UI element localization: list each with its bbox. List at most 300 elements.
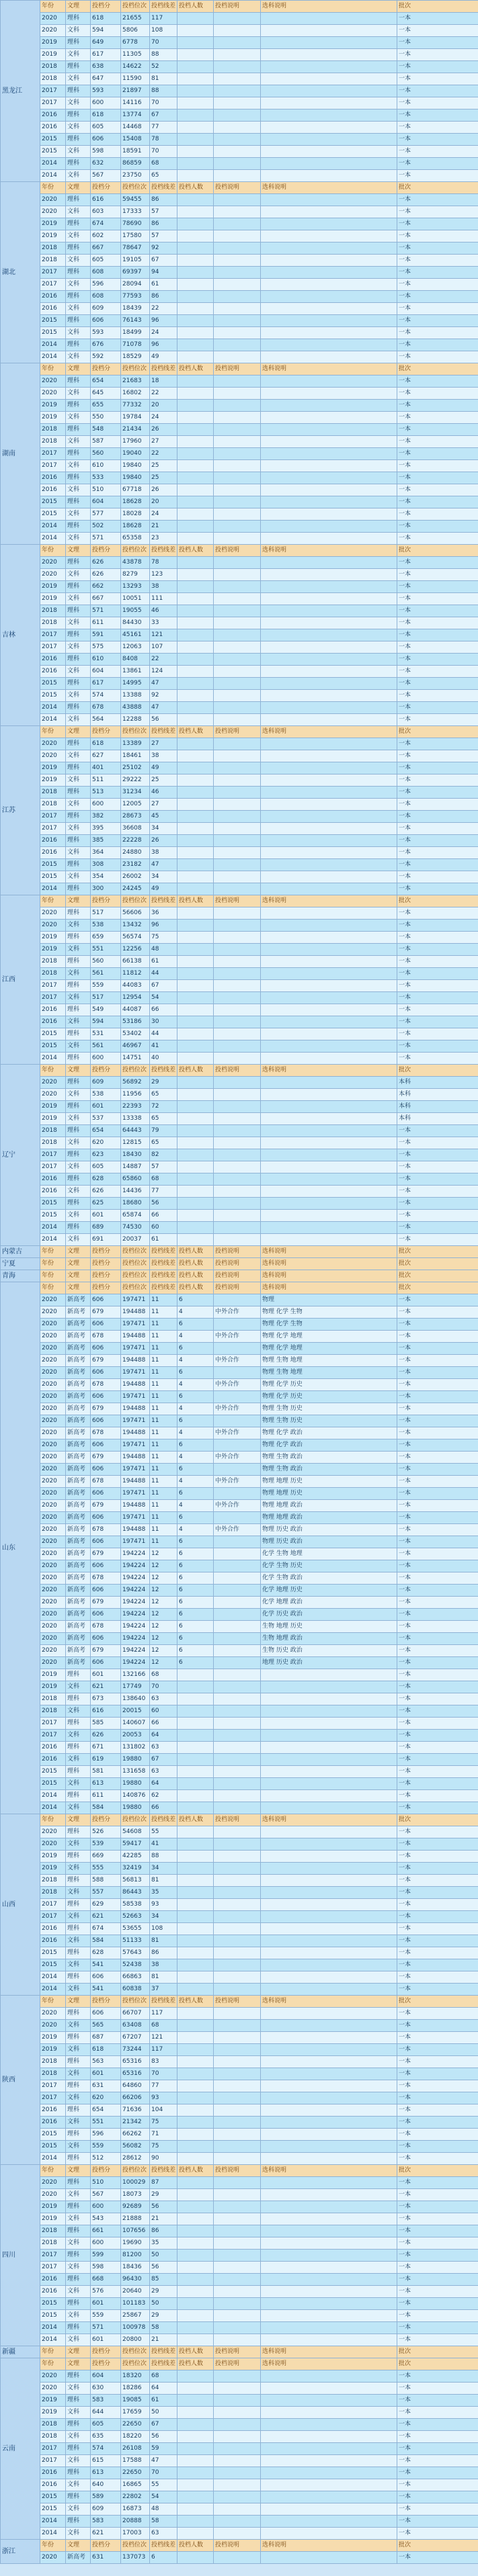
table-row <box>1 762 478 774</box>
table-cell <box>261 508 397 521</box>
table-cell <box>261 2129 397 2141</box>
table-cell: 18286 <box>121 2383 150 2395</box>
table-cell <box>261 351 397 363</box>
table-cell <box>214 787 261 799</box>
table-cell <box>177 738 214 750</box>
table-row <box>1 835 478 847</box>
table-cell <box>177 134 214 146</box>
table-row <box>1 1754 478 1766</box>
table-body <box>1 1 478 2564</box>
table-cell: 11 <box>150 1476 177 1488</box>
table-cell: 2020 <box>40 1379 66 1391</box>
table-cell <box>177 920 214 932</box>
table-cell <box>214 1935 261 1947</box>
table-cell: 645 <box>91 388 121 400</box>
table-cell: 77 <box>150 122 177 134</box>
table-cell: 678 <box>91 1572 121 1585</box>
table-cell <box>261 2237 397 2250</box>
table-cell: 一本 <box>397 1742 478 1754</box>
table-cell: 52 <box>150 61 177 73</box>
column-header: 投档分 <box>91 1246 121 1258</box>
table-row <box>1 1186 478 1198</box>
table-cell <box>214 1923 261 1935</box>
table-row <box>1 1113 478 1125</box>
table-cell: 2019 <box>40 932 66 944</box>
column-header: 投档线差 <box>150 1270 177 1282</box>
table-cell <box>177 2068 214 2080</box>
table-cell: 86 <box>150 1947 177 1959</box>
table-cell: 物理 化学 政治 <box>261 1439 397 1452</box>
table-cell: 6 <box>177 1319 214 1331</box>
table-cell: 593 <box>91 85 121 97</box>
table-cell: 41 <box>150 1040 177 1053</box>
table-cell: 一本 <box>397 2298 478 2310</box>
table-cell <box>177 1875 214 1887</box>
table-row <box>1 2177 478 2189</box>
table-cell <box>214 1101 261 1113</box>
table-cell: 678 <box>91 1476 121 1488</box>
table-cell <box>261 2528 397 2540</box>
column-header: 文理 <box>66 895 91 907</box>
table-cell: 一本 <box>397 2213 478 2225</box>
table-cell: 6 <box>177 1464 214 1476</box>
table-cell: 11 <box>150 1536 177 1548</box>
table-cell: 583 <box>91 2395 121 2407</box>
table-cell: 61 <box>150 2395 177 2407</box>
table-cell: 79 <box>150 1125 177 1137</box>
table-cell <box>261 2274 397 2286</box>
column-header: 投档位次 <box>121 1 150 13</box>
table-row <box>1 1234 478 1246</box>
table-cell: 20800 <box>121 2334 150 2346</box>
table-cell: 86 <box>150 218 177 230</box>
table-cell: 14622 <box>121 61 150 73</box>
table-cell <box>214 521 261 533</box>
table-cell: 67 <box>150 2419 177 2431</box>
column-header: 投档线差 <box>150 363 177 375</box>
table-cell <box>261 448 397 460</box>
table-cell: 文科 <box>66 1234 91 1246</box>
table-cell <box>177 1742 214 1754</box>
table-cell: 6 <box>177 1367 214 1379</box>
table-cell: 40 <box>150 1053 177 1065</box>
table-cell: 613 <box>91 2467 121 2479</box>
table-cell: 文科 <box>66 279 91 291</box>
table-row <box>1 1959 478 1971</box>
table-cell: 2020 <box>40 1331 66 1343</box>
table-cell: 一本 <box>397 2334 478 2346</box>
table-cell <box>214 1173 261 1186</box>
column-header: 投档位次 <box>121 1282 150 1294</box>
table-cell: 文科 <box>66 533 91 545</box>
table-cell <box>177 2443 214 2455</box>
table-cell: 6 <box>177 1560 214 1572</box>
table-cell: 49 <box>150 883 177 895</box>
table-cell: 60 <box>150 1222 177 1234</box>
table-cell: 51133 <box>121 1935 150 1947</box>
table-row <box>1 2286 478 2298</box>
table-cell <box>177 2274 214 2286</box>
table-cell: 2017 <box>40 2262 66 2274</box>
table-cell: 626 <box>91 1186 121 1198</box>
table-cell: 2016 <box>40 835 66 847</box>
table-cell <box>214 629 261 641</box>
table-cell: 2016 <box>40 109 66 122</box>
table-cell: 新高考 <box>66 1355 91 1367</box>
table-cell: 621 <box>91 1911 121 1923</box>
table-cell: 63 <box>150 2528 177 2540</box>
table-cell: 194224 <box>121 1548 150 1560</box>
table-cell: 36608 <box>121 823 150 835</box>
table-row <box>1 1536 478 1548</box>
table-cell: 21 <box>150 2213 177 2225</box>
table-cell: 593 <box>91 327 121 339</box>
table-cell: 2015 <box>40 1947 66 1959</box>
table-cell <box>214 1875 261 1887</box>
table-cell: 14887 <box>121 1161 150 1173</box>
column-header: 年份 <box>40 545 66 557</box>
table-cell: 69397 <box>121 267 150 279</box>
table-cell: 文科 <box>66 823 91 835</box>
table-cell: 63 <box>150 1693 177 1705</box>
table-cell <box>214 1560 261 1572</box>
table-row <box>1 1222 478 1234</box>
table-cell: 理科 <box>66 109 91 122</box>
table-cell: 563 <box>91 2056 121 2068</box>
table-cell: 物理 生物 地理 <box>261 1355 397 1367</box>
table-cell: 608 <box>91 291 121 303</box>
table-cell: 理科 <box>66 242 91 255</box>
table-cell: 28612 <box>121 2153 150 2165</box>
table-cell: 56 <box>150 2431 177 2443</box>
table-cell: 124 <box>150 666 177 678</box>
table-cell: 一本 <box>397 992 478 1004</box>
table-cell: 618 <box>91 2044 121 2056</box>
table-cell: 197471 <box>121 1464 150 1476</box>
table-cell: 新高考 <box>66 1319 91 1331</box>
table-cell: 2019 <box>40 581 66 593</box>
table-cell: 一本 <box>397 1572 478 1585</box>
table-row <box>1 1488 478 1500</box>
column-header: 投档说明 <box>214 182 261 194</box>
table-cell: 一本 <box>397 291 478 303</box>
table-cell <box>177 436 214 448</box>
table-cell <box>214 1077 261 1089</box>
table-cell <box>177 992 214 1004</box>
table-cell: 11 <box>150 1355 177 1367</box>
table-cell: 32419 <box>121 1863 150 1875</box>
table-cell: 23182 <box>121 859 150 871</box>
table-cell: 600 <box>91 799 121 811</box>
table-cell: 194488 <box>121 1306 150 1319</box>
table-row <box>1 920 478 932</box>
table-cell: 606 <box>91 134 121 146</box>
table-cell: 66707 <box>121 2008 150 2020</box>
table-row <box>1 1742 478 1754</box>
table-cell <box>177 472 214 484</box>
table-cell: 92689 <box>121 2201 150 2213</box>
table-cell: 18529 <box>121 351 150 363</box>
table-cell <box>214 1911 261 1923</box>
table-cell <box>177 388 214 400</box>
table-cell: 一本 <box>397 1959 478 1971</box>
table-cell: 理科 <box>66 1669 91 1681</box>
table-cell <box>177 907 214 920</box>
table-cell: 61 <box>150 279 177 291</box>
table-cell: 2018 <box>40 617 66 629</box>
table-cell <box>261 678 397 690</box>
table-cell: 606 <box>91 2008 121 2020</box>
table-cell: 化学 地理 历史 <box>261 1585 397 1597</box>
table-cell: 一本 <box>397 327 478 339</box>
table-cell: 理科 <box>66 557 91 569</box>
table-cell <box>214 1319 261 1331</box>
table-cell: 2020 <box>40 2177 66 2189</box>
table-cell: 6 <box>177 1415 214 1427</box>
table-cell <box>177 956 214 968</box>
table-cell: 58 <box>150 2322 177 2334</box>
table-cell: 理科 <box>66 194 91 206</box>
column-header: 文理 <box>66 2540 91 2552</box>
table-cell: 559 <box>91 980 121 992</box>
table-row <box>1 1705 478 1718</box>
table-cell <box>261 980 397 992</box>
table-cell: 2018 <box>40 2225 66 2237</box>
table-row <box>1 944 478 956</box>
table-cell: 一本 <box>397 1585 478 1597</box>
table-cell: 6 <box>177 1391 214 1403</box>
table-cell: 2017 <box>40 2092 66 2104</box>
table-cell: 86 <box>150 194 177 206</box>
table-cell <box>214 1621 261 1633</box>
table-cell <box>177 1016 214 1028</box>
table-cell <box>214 2104 261 2117</box>
table-cell: 2019 <box>40 2213 66 2225</box>
table-cell: 623 <box>91 1149 121 1161</box>
table-cell: 一本 <box>397 811 478 823</box>
column-header: 年份 <box>40 182 66 194</box>
table-cell: 一本 <box>397 2008 478 2020</box>
column-header: 投档说明 <box>214 726 261 738</box>
table-cell: 77 <box>150 1186 177 1198</box>
table-cell: 20888 <box>121 2516 150 2528</box>
table-cell: 59455 <box>121 194 150 206</box>
table-cell: 理科 <box>66 2516 91 2528</box>
table-cell: 2018 <box>40 2237 66 2250</box>
table-cell <box>177 97 214 109</box>
table-cell: 510 <box>91 484 121 496</box>
table-cell: 6 <box>177 1597 214 1609</box>
table-cell: 文科 <box>66 1778 91 1790</box>
table-cell <box>214 1125 261 1137</box>
table-cell: 86 <box>150 2225 177 2237</box>
column-header: 年份 <box>40 2346 66 2358</box>
table-cell: 理科 <box>66 2080 91 2092</box>
table-cell <box>214 883 261 895</box>
table-cell <box>214 2020 261 2032</box>
table-cell: 2020 <box>40 2189 66 2201</box>
table-cell: 物理 生物 历史 <box>261 1403 397 1415</box>
table-cell <box>261 1705 397 1718</box>
column-header: 选科说明 <box>261 1996 397 2008</box>
table-cell: 11 <box>150 1427 177 1439</box>
table-cell <box>214 2370 261 2383</box>
table-cell: 一本 <box>397 750 478 762</box>
table-cell: 一本 <box>397 2129 478 2141</box>
table-cell: 2015 <box>40 327 66 339</box>
table-cell: 2020 <box>40 2552 66 2564</box>
province-header-row <box>1 895 478 907</box>
table-cell: 77593 <box>121 291 150 303</box>
table-cell: 中外合作 <box>214 1379 261 1391</box>
column-header: 投档分 <box>91 545 121 557</box>
table-cell <box>261 1778 397 1790</box>
table-row <box>1 654 478 666</box>
table-cell: 一本 <box>397 2225 478 2237</box>
table-cell: 物理 化学 生物 <box>261 1306 397 1319</box>
table-cell: 37 <box>150 1984 177 1996</box>
table-cell <box>261 303 397 315</box>
table-row <box>1 1548 478 1560</box>
column-header: 投档位次 <box>121 1065 150 1077</box>
table-cell: 517 <box>91 907 121 920</box>
table-cell: 2015 <box>40 508 66 521</box>
table-cell: 140876 <box>121 1790 150 1802</box>
table-cell <box>261 2443 397 2455</box>
table-cell: 2017 <box>40 992 66 1004</box>
table-cell <box>261 122 397 134</box>
table-cell <box>177 375 214 388</box>
table-cell: 文科 <box>66 2286 91 2298</box>
column-header: 批次 <box>397 1270 478 1282</box>
table-cell: 理科 <box>66 1875 91 1887</box>
table-cell <box>261 883 397 895</box>
table-cell: 物理 生物 政治 <box>261 1464 397 1476</box>
table-cell: 19040 <box>121 448 150 460</box>
table-cell: 194224 <box>121 1657 150 1669</box>
table-cell <box>214 1959 261 1971</box>
table-cell: 一本 <box>397 2528 478 2540</box>
table-cell: 140607 <box>121 1718 150 1730</box>
table-row <box>1 666 478 678</box>
table-cell <box>261 2177 397 2189</box>
table-cell: 2019 <box>40 2032 66 2044</box>
table-cell: 30 <box>150 1016 177 1028</box>
table-row <box>1 1875 478 1887</box>
table-cell: 新高考 <box>66 1452 91 1464</box>
table-row <box>1 847 478 859</box>
table-cell: 文科 <box>66 388 91 400</box>
table-row <box>1 1838 478 1851</box>
table-cell <box>214 2056 261 2068</box>
table-cell: 34 <box>150 1911 177 1923</box>
table-cell: 2016 <box>40 666 66 678</box>
table-cell <box>177 811 214 823</box>
table-cell <box>177 1778 214 1790</box>
table-row <box>1 230 478 242</box>
table-cell: 194488 <box>121 1379 150 1391</box>
table-cell: 理科 <box>66 1101 91 1113</box>
table-cell: 6 <box>177 1657 214 1669</box>
table-cell <box>261 279 397 291</box>
table-cell: 6 <box>177 1343 214 1355</box>
table-cell: 66 <box>150 1718 177 1730</box>
table-cell <box>214 1186 261 1198</box>
table-cell: 文科 <box>66 2310 91 2322</box>
table-cell: 671 <box>91 1742 121 1754</box>
table-cell <box>261 629 397 641</box>
table-cell: 2014 <box>40 351 66 363</box>
table-cell: 一本 <box>397 412 478 424</box>
table-row <box>1 1766 478 1778</box>
table-cell: 601 <box>91 2298 121 2310</box>
table-cell: 2015 <box>40 146 66 158</box>
table-cell: 2019 <box>40 2407 66 2419</box>
table-cell: 文科 <box>66 617 91 629</box>
table-cell: 382 <box>91 811 121 823</box>
table-cell: 一本 <box>397 2189 478 2201</box>
table-cell <box>261 1838 397 1851</box>
table-cell: 606 <box>91 1415 121 1427</box>
table-cell: 一本 <box>397 1718 478 1730</box>
table-cell: 66863 <box>121 1971 150 1984</box>
table-cell: 2017 <box>40 448 66 460</box>
table-cell <box>261 1113 397 1125</box>
table-cell: 64 <box>150 1778 177 1790</box>
table-cell: 584 <box>91 1802 121 1814</box>
table-cell <box>214 1004 261 1016</box>
table-cell: 541 <box>91 1959 121 1971</box>
table-cell: 6778 <box>121 37 150 49</box>
table-cell: 一本 <box>397 2032 478 2044</box>
table-cell: 文科 <box>66 508 91 521</box>
table-cell <box>214 2431 261 2443</box>
table-cell <box>261 230 397 242</box>
table-cell <box>214 1149 261 1161</box>
table-cell: 511 <box>91 774 121 787</box>
table-cell: 581 <box>91 1766 121 1778</box>
column-header: 投档分 <box>91 363 121 375</box>
table-cell: 67718 <box>121 484 150 496</box>
table-row <box>1 2395 478 2407</box>
column-header: 文理 <box>66 2346 91 2358</box>
table-cell <box>177 1113 214 1125</box>
table-cell: 31234 <box>121 787 150 799</box>
table-row <box>1 1439 478 1452</box>
table-cell: 2016 <box>40 2479 66 2491</box>
table-cell: 28094 <box>121 279 150 291</box>
table-cell <box>177 2177 214 2189</box>
table-cell: 526 <box>91 1826 121 1838</box>
table-cell: 616 <box>91 194 121 206</box>
table-cell <box>177 1899 214 1911</box>
table-cell: 14751 <box>121 1053 150 1065</box>
column-header: 文理 <box>66 1258 91 1270</box>
table-cell <box>214 980 261 992</box>
table-cell: 20053 <box>121 1730 150 1742</box>
table-cell: 一本 <box>397 883 478 895</box>
table-cell: 68 <box>150 2370 177 2383</box>
column-header: 文理 <box>66 1814 91 1826</box>
table-row <box>1 170 478 182</box>
table-cell: 一本 <box>397 194 478 206</box>
table-cell <box>261 581 397 593</box>
table-cell: 606 <box>91 1343 121 1355</box>
table-cell <box>214 291 261 303</box>
table-cell: 83 <box>150 2056 177 2068</box>
table-cell <box>177 158 214 170</box>
table-cell: 文科 <box>66 351 91 363</box>
